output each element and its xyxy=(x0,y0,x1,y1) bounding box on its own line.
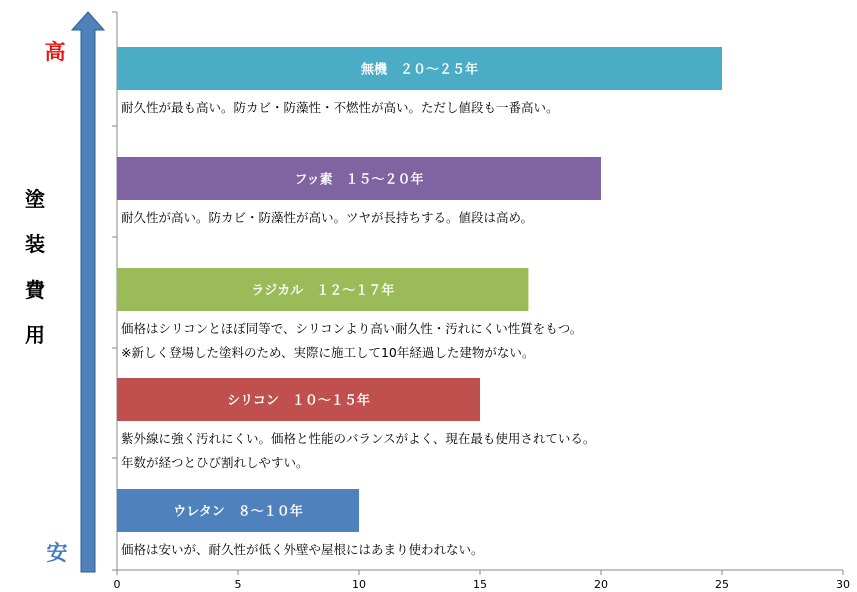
y-axis-title-char: 装 xyxy=(25,232,45,256)
x-tick-label: 30 xyxy=(836,578,850,591)
bar-description: 価格は安いが、耐久性が低く外壁や屋根にはあまり使われない。 xyxy=(121,542,484,557)
bar-description: 耐久性が高い。防カビ・防藻性が高い。ツヤが長持ちする。値段は高め。 xyxy=(121,210,534,225)
bar-label: 無機 ２０～２５年 xyxy=(360,62,479,78)
x-tick-label: 5 xyxy=(234,578,242,591)
y-axis-title-char: 用 xyxy=(25,323,45,347)
bar-label: ウレタン ８～１０年 xyxy=(173,504,303,520)
y-axis-title-char: 費 xyxy=(25,278,45,302)
bar-description: 年数が経つとひび割れしやすい。 xyxy=(121,455,309,470)
high-cost-label: 高 xyxy=(44,40,66,64)
bar-description: 耐久性が最も高い。防カビ・防藻性・不燃性が高い。ただし値段も一番高い。 xyxy=(121,100,559,115)
bar-description: ※新しく登場した塗料のため、実際に施工して10年経過した建物がない。 xyxy=(121,345,535,360)
bars xyxy=(117,47,722,557)
cost-arrow xyxy=(72,12,104,572)
up-arrow-icon xyxy=(72,12,104,572)
x-tick-label: 0 xyxy=(113,578,121,591)
x-tick-label: 15 xyxy=(473,578,487,591)
x-tick-label: 20 xyxy=(594,578,608,591)
bar-description: 価格はシリコンとほぼ同等で、シリコンより高い耐久性・汚れにくい性質をもつ。 xyxy=(121,321,583,336)
low-cost-label: 安 xyxy=(46,541,68,565)
bar-description: 紫外線に強く汚れにくい。価格と性能のバランスがよく、現在最も使用されている。 xyxy=(121,431,596,446)
y-axis-title xyxy=(25,187,46,347)
y-axis-title-char: 塗 xyxy=(25,187,45,211)
bar-label: フッ素 １５～２０年 xyxy=(294,172,424,188)
bar-label: シリコン １０～１５年 xyxy=(227,393,370,409)
x-tick-label: 25 xyxy=(715,578,729,591)
bar-label: ラジカル １２～１７年 xyxy=(251,283,395,299)
x-tick-label: 10 xyxy=(352,578,366,591)
